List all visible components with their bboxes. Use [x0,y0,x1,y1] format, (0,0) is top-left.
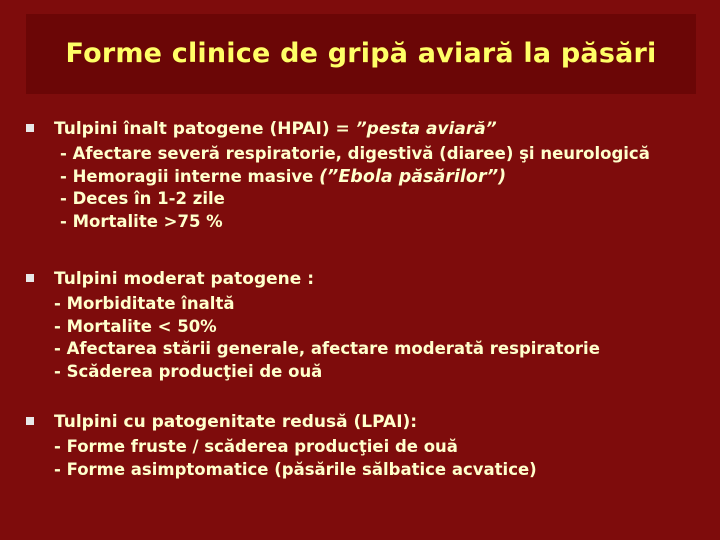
heading-text: Tulpini înalt patogene (HPAI) = [54,119,356,139]
list-item [60,166,650,189]
list-item: - Morbiditate înaltă [54,294,235,313]
heading-emphasis: ”pesta aviară” [355,119,497,139]
list-item: - Afectarea stării generale, afectare moderată respiratorie [54,339,600,358]
list-item: - Mortalite >75 % [60,211,223,231]
list-item: - Forme fruste / scăderea producţiei de ouă [54,437,458,456]
list-item: - Forme asimptomatice (păsările sălbatice acvatice) [54,459,537,479]
section-heading: Tulpini moderat patogene : [54,269,314,289]
section-lines [54,293,600,383]
list-item: - Afectare severă respiratorie, digestivă (diaree) şi neurologică [60,144,650,163]
bullet-square-icon [26,274,34,282]
section-lines [60,143,650,233]
list-item: - Deces în 1-2 zile [60,189,225,208]
list-item-emphasis: (”Ebola păsărilor”) [319,166,507,187]
list-item-text: - Hemoragii interne masive [60,166,320,186]
list-item: - Mortalite < 50% [54,316,217,336]
slide-title: Forme clinice de gripă aviară la păsări [65,38,657,69]
list-item: - Scăderea producţiei de ouă [54,361,323,381]
bullet-square-icon [26,417,34,425]
section-heading: Tulpini cu patogenitate redusă (LPAI): [54,412,418,432]
section-heading [54,118,497,140]
section-lines [54,436,537,481]
bullet-square-icon [26,124,34,132]
